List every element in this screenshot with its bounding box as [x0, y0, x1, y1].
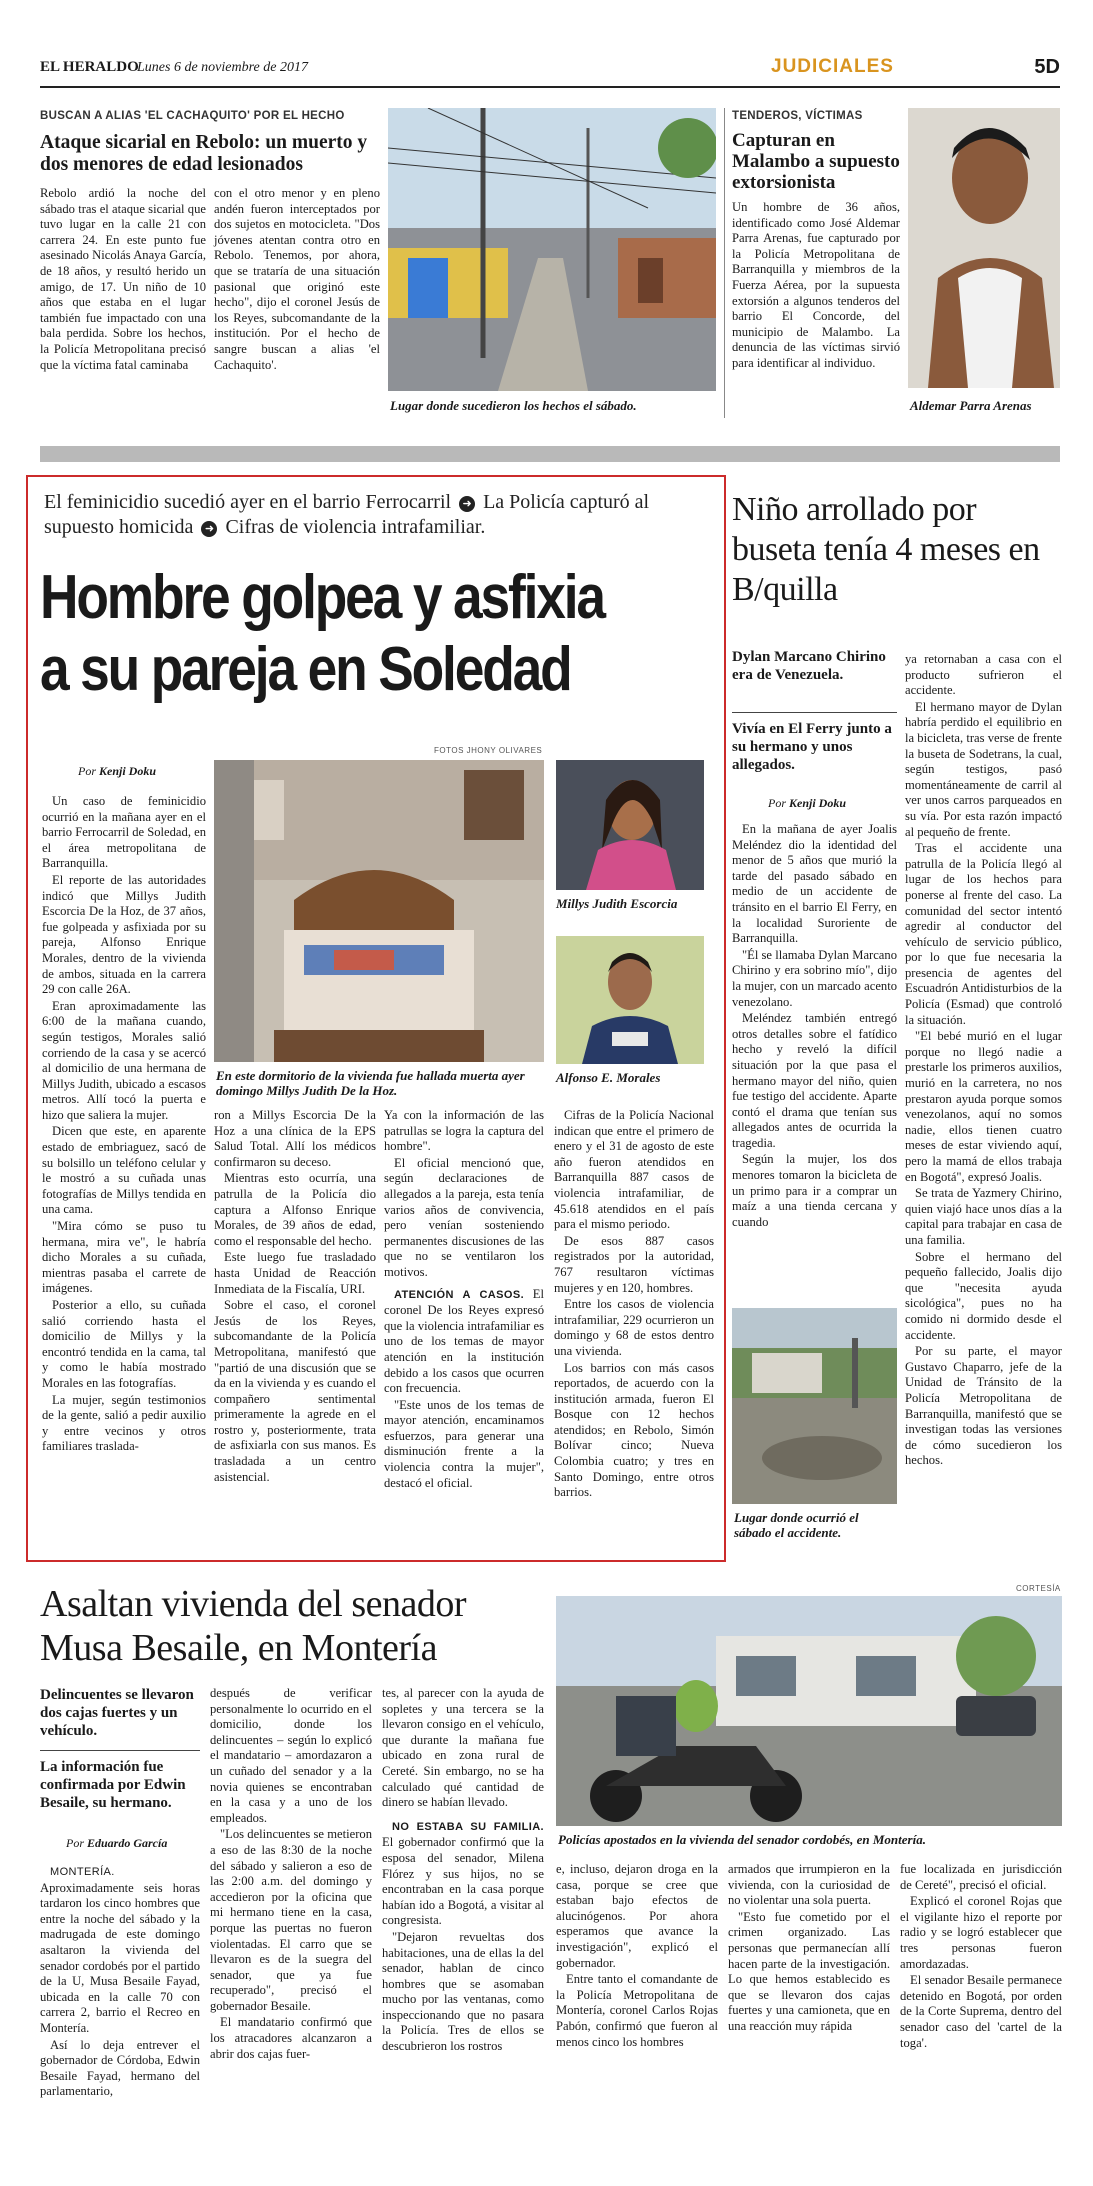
- story2-body: Un hombre de 36 años, identificado como José Aldemar Parra Arenas, fue capturado por la Policía Metropolitana de Barranquilla y miembros de la Fuerza Aérea, por la supuesta extorsión a algunos tenderos del barrio El Concorde, del municipio de Malambo. La denuncia de las víctimas sirvió para identificar al individuo.: [732, 200, 900, 370]
- story5-photo-credit: CORTESÍA: [1016, 1584, 1061, 1593]
- story5-col6: fue localizada en jurisdicción de Cereté", precisó el oficial. Explicó el coronel Rojas que el vigilante hizo el reporte por radio y se logró establecer que tres personas fueron amordazadas. El senador Besaile permanece detenido en Bogotá, por orden de la Corte Suprema, dentro del senador caso del 'cartel de la toga'.: [900, 1862, 1062, 2050]
- story3-victim-photo: [556, 760, 704, 890]
- arrow-right-circle-icon: ➜: [459, 496, 475, 512]
- story4-deck-1: Dylan Marcano Chirino era de Venezuela.: [732, 649, 886, 683]
- story5-deck-1: Delincuentes se llevaron dos cajas fuertes y un vehículo.: [40, 1687, 194, 1739]
- story5-col4: e, incluso, dejaron droga en la casa, porque se cree que estaban bajo efectos de alucinógenos. Por ahora esperamos que avance la investigación", explicó el gobernador. Entre tanto el comandante de la Policía Metropolitana de Montería, coronel Carlos Rojas Pabón, confirmó que fueron al menos cinco los hombres: [556, 1862, 718, 2049]
- story4-deck-2: Vivía en El Ferry junto a su hermano y unos allegados.: [732, 721, 892, 773]
- story3-bedroom-photo: [214, 760, 544, 1062]
- story5-headline-line1: Asaltan vivienda del senador: [40, 1583, 467, 1625]
- summary-point-3: Cifras de violencia intrafamiliar.: [225, 516, 486, 538]
- story5-photo-caption: Policías apostados en la vivienda del senador cordobés, en Montería.: [558, 1832, 926, 1847]
- story5-col3: tes, al parecer con la ayuda de sopletes y una tercera se la llevaron consigo en el vehículo, que durante la mañana fue ubicado en zona rural de Cereté. Sin embargo, no se ha calculado qué cantidad de dinero se habían llevado. NO ESTABA SU FAMILIA. El gobernador confirmó que la esposa del senador, Milena Flórez y sus hijos, no se encontraban en la casa porque habían ido a Bogotá, a visitar al congresista. "Dejaron revueltas dos habitaciones, una de ellas la del senador, hablan de cinco hombres que se asomaban mucho por las ventanas, como inspeccionando que no pasara la Policía. Tres de ellos se descubrieron los rostros: [382, 1686, 544, 2054]
- story1-col1: Rebolo ardió la noche del sábado tras el ataque sicarial que tuvo lugar en la calle 21 con carrera 24. En este punto fue asesinado Nicolás Anaya García, de 18 años, y resultó herido un amigo, de 17. Un niño de 10 años que estaba en el lugar también fue impactado con una bala perdida. Sobre los hechos, la Policía Metropolitana precisó que la víctima fatal caminaba: [40, 186, 206, 372]
- story3-headline-line2: a su pareja en Soledad: [40, 635, 571, 704]
- story5-col1: MONTERÍA. Aproximadamente seis horas tardaron los cinco hombres que entre la noche del sábado y la madrugada de este domingo asaltaron la vivienda del senador cordobés por el partido de la U, Musa Besaile Fayad, ubicada en la calle 70 con carrera 2, barrio el Recreo en Montería. Así lo deja entrever el gobernador de Córdoba, Edwin Besaile Fayad, hermano del parlamentario,: [40, 1866, 200, 2099]
- summary-point-2: La Policía capturó al supuesto homicida: [44, 491, 650, 538]
- story4-photo-caption: Lugar donde ocurrió el sábado el accidente.: [734, 1510, 859, 1540]
- story3-main-caption: En este dormitorio de la vivienda fue hallada muerta ayer domingo Millys Judith De la Hoz.: [216, 1068, 525, 1098]
- story4-byline: Por Kenji Doku: [768, 796, 847, 810]
- story5-headline-line2: Musa Besaile, en Montería: [40, 1627, 437, 1669]
- accident-scene-illustration: [732, 1308, 897, 1504]
- section-name: JUDICIALES: [771, 56, 894, 77]
- page-number: 5D: [1034, 56, 1060, 78]
- story3-suspect-photo: [556, 936, 704, 1064]
- victim-caption: Millys Judith Escorcia: [556, 896, 678, 911]
- bedroom-illustration: [214, 760, 544, 1062]
- story3-col2: ron a Millys Escorcia De la Hoz a una clínica de la EPS Salud Total. Allí los médicos confirmaron su deceso. Mientras esto ocurría, una patrulla de la Policía dio captura a Alfonso Enrique Morales, de 39 años de edad, como el responsable del hecho. Este luego fue trasladado hasta Unidad de Reacción Inmediata de la Fiscalía, URI. Sobre el caso, el coronel Jesús de los Reyes, subcomandante de la Policía Metropolitana, manifestó que "partió de una discusión que se da en la vivienda y es cuando el compañero sentimental primeramente la agrede en el rostro y, posteriormente, trata de asfixiarla con sus manos. Es trasladada a un centro asistencial.: [214, 1108, 376, 1484]
- story5-dateline: MONTERÍA.: [50, 1866, 115, 1878]
- story5-deck-2: La información fue confirmada por Edwin Besaile, su hermano.: [40, 1759, 186, 1811]
- story3-col1: Un caso de feminicidio ocurrió en la mañana ayer en el barrio Ferrocarril de Soledad, en el área metropolitana de Barranquilla. El reporte de las autoridades indicó que Millys Judith Escorcia De la Hoz, de 37 años, fue golpeada y asfixiada por su pareja, Alfonso Enrique Morales, dentro de la vivienda de ambos, situada en la carrera 29 con calle 26A. Eran aproximadamente las 6:00 de la mañana cuando, según testigos, Morales salió corriendo de la casa y se acercó al domicilio de una hermana de Millys Judith, ubicado a escasos metros. Allí tocó la puerta e hizo que saliera la mujer. Dicen que este, en aparente estado de embriaguez, sacó de su bolsillo un teléfono celular y le mostró a su cuñada unas fotografías de Millys tendida en una cama. "Mira cómo se puso tu hermana, mira ve", le habría dicho Morales a su cuñada, mientras pasaba el carrete de imágenes. Posterior a ello, su cuñada salió corriendo hasta el domicilio de Millys y la encontró tendida en la cama, tal y como le había mostrado Morales en las fotografías. La mujer, según testimonios de la gente, salió a pedir auxilio y entre vecinos y otros familiares traslada-: [42, 794, 207, 1454]
- victim-portrait-illustration: [556, 760, 704, 890]
- street-scene-illustration: [388, 108, 716, 391]
- story4-deck-rule: [732, 712, 897, 713]
- story4-headline: Niño arrollado por buseta tenía 4 meses en B/quilla: [732, 491, 1040, 608]
- story1-divider: [724, 108, 725, 418]
- summary-point-1: El feminicidio sucedió ayer en el barrio Ferrocarril: [44, 491, 452, 513]
- story3-summary: [44, 490, 714, 540]
- story3-byline: Por Kenji Doku: [78, 764, 157, 778]
- story3-headline: [40, 562, 616, 706]
- page-header: [40, 56, 1060, 82]
- story3-col4: Cifras de la Policía Nacional indican que entre el primero de enero y el 31 de agosto de este año fueron atendidos en Barranquilla 887 casos de violencia intrafamiliar, de 45.618 atendidos en el país para el mismo periodo. De esos 887 casos registrados por la autoridad, 767 resultaron víctimas mujeres y en 120, hombres. Entre los casos de violencia intrafamiliar, 229 ocurrieron un domingo y 68 de estos dentro una vivienda. Los barrios con más casos reportados, de acuerdo con la institución armada, fueron El Bosque con 12 hechos atendidos; en Rebolo, Simón Bolívar cinco; Nueva Colombia cuatro; y tres en Santo Domingo, entre otros barrios.: [554, 1108, 714, 1500]
- story4-accident-photo: [732, 1308, 897, 1504]
- story4-col1: En la mañana de ayer Joalis Meléndez dio la identidad del menor de 5 años que murió la tarde del pasado sábado en medio de un accidente de tránsito en el barrio El Ferry, en la localidad Suroriente de Barranquilla. "Él se llamaba Dylan Marcano Chirino y era sobrino mío", dijo la mujer, con un marcado acento venezolano. Meléndez también entregó otros detalles sobre el fatídico hecho y reveló la difícil situación por la que pasa el hermano mayor del niño, quien fue testigo del accidente. Aparte contó el drama que tenían sus allegados antes de ocurrida la tragedia. Según la mujer, los dos menores tomaron la bicicleta de un primo para ir a comprar un maíz a una tienda cercana y cuando: [732, 822, 897, 1229]
- story5-headline: [40, 1582, 600, 1670]
- police-motorcycle-illustration: [556, 1596, 1062, 1826]
- story1-col2: con el otro menor y en pleno andén fueron interceptados por dos sujetos en motocicleta. "Dos jóvenes atentan contra otro en Rebolo. Tenemos, por ahora, que se trataría de una situación pasional que originó este hecho", dijo el coronel Jesús de los Reyes, subcomandante de la institución. Por el hecho de sangre buscan a alias 'el Cachaquito'.: [214, 186, 380, 372]
- story2-photo-caption: Aldemar Parra Arenas: [910, 398, 1032, 413]
- arrow-right-circle-icon: ➜: [201, 521, 217, 537]
- story1-street-photo: [388, 108, 716, 391]
- story1-kicker: BUSCAN A ALIAS 'EL CACHAQUITO' POR EL HECHO: [40, 110, 345, 122]
- story5-col2: después de verificar personalmente lo ocurrido en el domicilio, donde los delincuentes – según lo explicó el mandatario – amordazaron a un cuñado del senador y a la novia quienes se encontraban en la casa y a uno de los empleados. "Los delincuentes se metieron a eso de las 8:30 de la noche del sábado y salieron a eso de las 2:00 a.m. del domingo y accedieron por la oficina que mi hermano tiene en la casa, porque las puertas no fueron violentadas. El carro que se llevaron es de la suegra del senador, que ya fue recuperado", precisó el gobernador Besaile. El mandatario confirmó que los atracadores alcanzaron a abrir dos cajas fuer-: [210, 1686, 372, 2061]
- paper-name: EL HERALDO: [40, 59, 139, 75]
- story3-col3: Ya con la información de las patrullas se logra la captura del hombre". El oficial mencionó que, según declaraciones de allegados a la pareja, esta tenía varios años de convivencia, pero venían sosteniendo permanentes discusiones de las que no se ventilaron los motivos. ATENCIÓN A CASOS. El coronel De los Reyes expresó que la violencia intrafamiliar es uno de los temas de mayor atención en la institución debido a los casos que ocurren con frecuencia. "Este unos de los temas de mayor atención, encaminamos esfuerzos, para generar una disminución frente a la violencia contra la mujer", destacó el oficial.: [384, 1108, 544, 1490]
- story2-suspect-photo: [908, 108, 1060, 388]
- story2-kicker: TENDEROS, VÍCTIMAS: [732, 110, 863, 122]
- story5-subhead: NO ESTABA SU FAMILIA.: [392, 1820, 544, 1833]
- issue-date: Lunes 6 de noviembre de 2017: [137, 60, 308, 75]
- story2-headline: Capturan en Malambo a supuesto extorsionista: [732, 130, 900, 193]
- story1-headline: Ataque sicarial en Rebolo: un muerto y dos menores de edad lesionados: [40, 132, 368, 175]
- story5-col5: armados que irrumpieron en la vivienda, con la curiosidad de no violentar una sola puerta. "Esto fue cometido por el crimen organizado. Las personas que permanecían allí hacen parte de la investigación. Lo que hemos establecido es que se llevaron dos cajas fuertes y una camioneta, que en una reacción muy rápida: [728, 1862, 890, 2033]
- story5-deck-rule: [40, 1750, 200, 1751]
- section-separator: [40, 446, 1060, 462]
- header-rule: [40, 86, 1060, 88]
- portrait-illustration: [908, 108, 1060, 388]
- story3-subhead: ATENCIÓN A CASOS.: [394, 1288, 525, 1301]
- story5-police-photo: [556, 1596, 1062, 1826]
- story5-byline: Por Eduardo García: [66, 1836, 168, 1850]
- story4-col2: ya retornaban a casa con el producto sufrieron el accidente. El hermano mayor de Dylan habría perdido el equilibrio en la bicicleta, tras verse de frente la buseta de Sodetrans, la cual, según testigos, pasó momentáneamente de carril al ver unos carros parqueados en su vía. Por esta razón impactó al pequeño de frente. Tras el accidente una patrulla de la Policía llegó al lugar de los hechos para ponerse al frente del caso. La comunidad del sector intentó agredir al conductor del vehículo de servicio público, por lo que fue necesaria la presencia de agentes del Escuadrón Antidisturbios de la Policía (Esmad) que controló la situación. "El bebé murió en el lugar porque no llegó nadie a prestarle los primeros auxilios, murió en la carretera, no nos prestaron ayuda porque somos venezolanos, aquí no somos nadie, ellos tienen cuatro meses de estar viviendo aquí, pero la mamá de ellos trabaja en Bogotá", expresó Joalis. Se trata de Yazmery Chirino, quien viajó hace unos días a la capital para trabajar en casa de una familia. Sobre el hermano del pequeño fallecido, Joalis dijo que "necesita ayuda sicológica", pues no ha comido ni dormido desde el accidente. Por su parte, el mayor Gustavo Chaparro, jefe de la Unidad de Tránsito de la Policía Metropolitana de Barranquilla, manifestó que se investigan todas las versiones de cómo sucedieron los hechos.: [905, 652, 1062, 1468]
- story3-photo-credit: FOTOS JHONY OLIVARES: [434, 746, 543, 755]
- story1-photo-caption: Lugar donde sucedieron los hechos el sábado.: [390, 398, 637, 413]
- story3-headline-line1: Hombre golpea y asfixia: [40, 563, 604, 632]
- suspect-caption: Alfonso E. Morales: [556, 1070, 661, 1085]
- suspect-portrait-illustration: [556, 936, 704, 1064]
